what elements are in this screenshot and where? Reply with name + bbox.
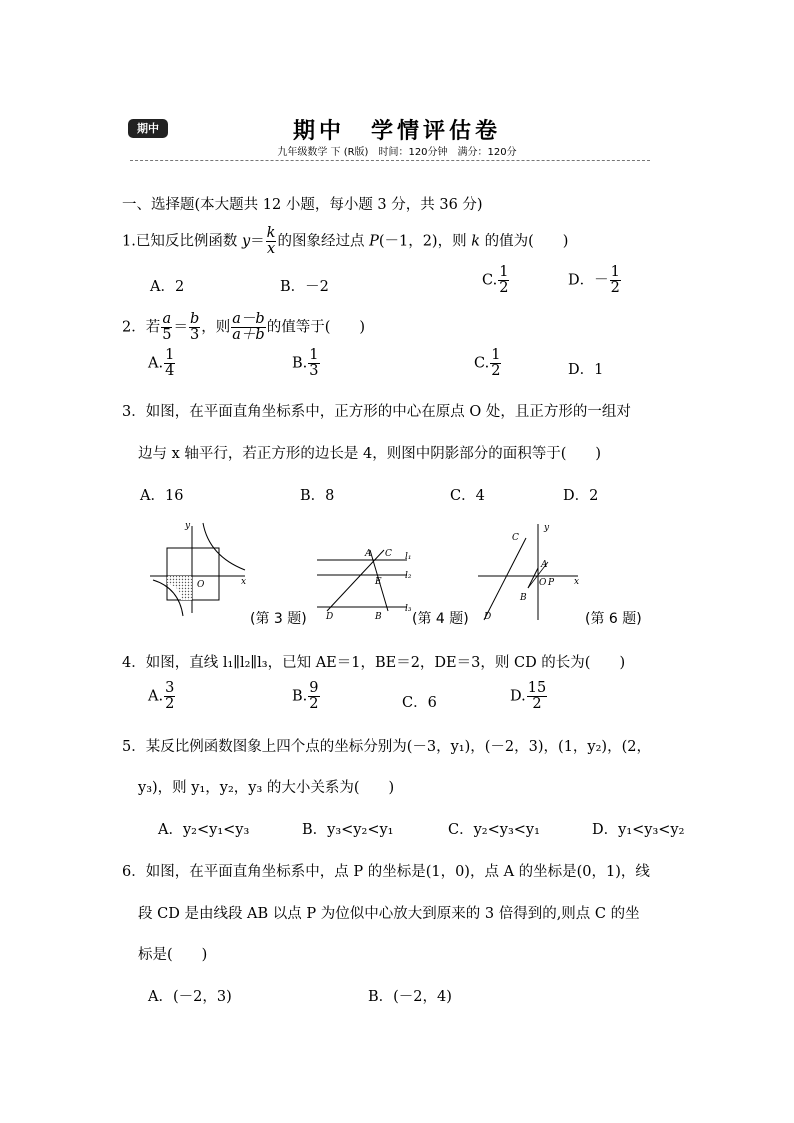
fig4-point-e: E xyxy=(375,577,382,587)
q5-option-b: B．y₃<y₂<y₁ xyxy=(302,822,394,838)
question-5-line-2: y₃)，则 y₁，y₂，y₃ 的大小关系为( ) xyxy=(138,780,395,796)
q2-option-b: B. $\frac{1}{3}$ xyxy=(292,347,319,380)
q2-option-c: C. $\frac{1}{2}$ xyxy=(474,347,501,380)
question-2: 2．若 $\frac{a}{5}$ ＝ $\frac{b}{3}$ ，则 $\frac{a-b}{a+b}$ 的值等于( ) xyxy=(122,311,366,344)
fig3-y-label: y xyxy=(185,521,191,531)
fig4-point-c: C xyxy=(385,549,392,559)
q4-option-b: B. $\frac{9}{2}$ xyxy=(292,680,319,713)
fig4-point-d: D xyxy=(326,612,334,622)
figure-4 xyxy=(312,545,424,623)
q3-option-d: D．2 xyxy=(563,488,599,504)
q2-option-a: A. $\frac{1}{4}$ xyxy=(148,347,175,380)
question-6-line-2: 段 CD 是由线段 AB 以点 P 为位似中心放大到原来的 3 倍得到的,则点 C 的坐 xyxy=(138,906,640,922)
page-title: 期中 学情评估卷 xyxy=(292,118,501,144)
question-4: 4．如图，直线 l₁∥l₂∥l₃，已知 AE＝1，BE＝2，DE＝3，则 CD 的长为( ) xyxy=(122,655,626,671)
fig4-l2: l₂ xyxy=(405,571,412,581)
figure-6-caption: (第 6 题) xyxy=(585,611,642,627)
question-1: 1.已知反比例函数 y＝ $\frac{k}{x}$ 的图象经过点 P(－1，2)，则 k 的值为( ) xyxy=(122,225,569,258)
section-heading: 一、选择题(本大题共 12 小题，每小题 3 分，共 36 分) xyxy=(122,197,483,213)
question-3-line-1: 3．如图，在平面直角坐标系中，正方形的中心在原点 O 处，且正方形的一组对 xyxy=(122,404,631,420)
fig6-x-label: x xyxy=(574,577,580,587)
header-divider xyxy=(130,160,650,161)
question-6-line-1: 6．如图，在平面直角坐标系中，点 P 的坐标是(1，0)，点 A 的坐标是(0，1)，线 xyxy=(122,864,650,880)
fig6-point-b: B xyxy=(520,593,527,603)
fig4-point-a: A xyxy=(365,549,372,559)
q5-option-d: D．y₁<y₃<y₂ xyxy=(592,822,685,838)
q4-option-c: C．6 xyxy=(402,695,437,711)
fig6-point-a: A xyxy=(541,560,548,570)
fig6-y-label: y xyxy=(544,523,550,533)
fig6-point-p: P xyxy=(548,578,555,588)
q1-option-a: A．2 xyxy=(150,279,185,295)
shaded-region-left xyxy=(167,576,192,600)
fig4-l3: l₃ xyxy=(405,604,412,614)
q4-option-a: A. $\frac{3}{2}$ xyxy=(148,680,175,713)
question-3-line-2: 边与 x 轴平行，若正方形的边长是 4，则图中阴影部分的面积等于( ) xyxy=(138,446,602,462)
figure-6 xyxy=(474,520,586,622)
fig4-point-b: B xyxy=(375,612,382,622)
fig6-point-c: C xyxy=(512,533,519,543)
figure-3 xyxy=(145,518,255,618)
fig6-point-d: D xyxy=(484,612,492,622)
q3-option-a: A．16 xyxy=(140,488,184,504)
q6-option-b: B．(－2，4) xyxy=(368,989,452,1005)
q3-option-b: B．8 xyxy=(300,488,335,504)
segment-ab xyxy=(528,568,538,588)
hyperbola-upper xyxy=(203,523,245,570)
q5-option-a: A．y₂<y₁<y₃ xyxy=(158,822,250,838)
q1-option-c: C. $\frac{1}{2}$ xyxy=(482,264,509,297)
q2-option-d: D．1 xyxy=(568,362,604,378)
fig4-l1: l₁ xyxy=(405,552,412,562)
page-subtitle: 九年级数学 下 (R版) 时间：120分钟 满分：120分 xyxy=(277,147,517,158)
fig6-origin: O xyxy=(539,578,547,588)
q5-option-c: C．y₂<y₃<y₁ xyxy=(448,822,540,838)
q4-option-d: D. $\frac{15}{2}$ xyxy=(510,680,547,713)
q1-option-b: B．－2 xyxy=(280,279,329,295)
question-6-line-3: 标是( ) xyxy=(138,947,208,963)
exam-badge: 期中 xyxy=(128,119,168,138)
question-5-line-1: 5．某反比例函数图象上四个点的坐标分别为(－3，y₁)，(－2，3)，(1，y₂)，(2， xyxy=(122,739,651,755)
figure-4-caption: (第 4 题) xyxy=(412,611,469,627)
segment-cd xyxy=(484,538,526,620)
q1-option-d: D．－ $\frac{1}{2}$ xyxy=(568,264,620,297)
fig3-x-label: x xyxy=(241,577,247,587)
q3-option-c: C．4 xyxy=(450,488,485,504)
fig3-origin-label: O xyxy=(197,580,205,590)
q6-option-a: A．(－2，3) xyxy=(148,989,232,1005)
figure-3-caption: (第 3 题) xyxy=(250,611,307,627)
